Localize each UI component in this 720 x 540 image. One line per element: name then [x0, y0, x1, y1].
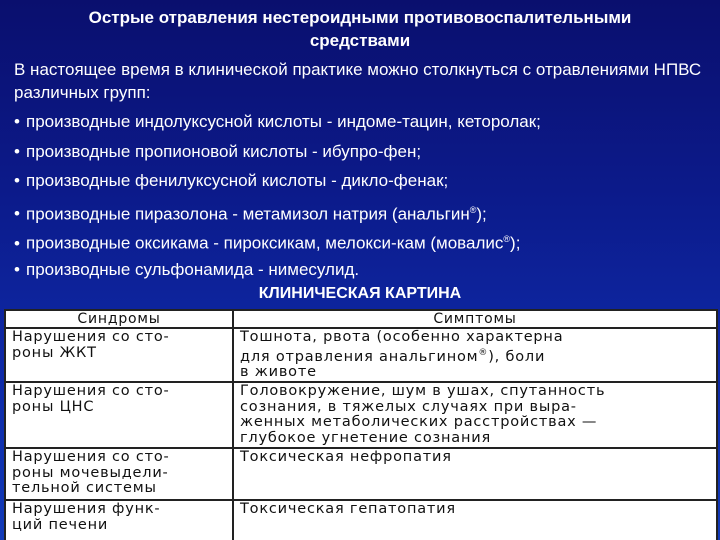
list-item-text: производные оксикама - пироксикам, мелокси-кам (мовалис: [26, 233, 504, 253]
title-line-2: средствами: [309, 31, 411, 50]
cell-line: Нарушения со сто-: [12, 383, 170, 400]
syndrome-cell: [5, 500, 233, 540]
syndrome-cell: [5, 448, 233, 500]
trademark-mark: ®: [478, 347, 489, 358]
bullet-icon: •: [14, 259, 20, 279]
cell-line: Нарушения со сто-: [12, 329, 170, 345]
cell-line: роны ЦНС: [12, 398, 95, 415]
cell-line: Головокружение, шум в ушах, спутанность: [240, 383, 606, 400]
cell-line: ций печени: [12, 516, 109, 533]
cell-line: Токсическая нефропатия: [240, 449, 452, 466]
bullet-icon: •: [14, 233, 20, 253]
list-item-text: производные фенилуксусной кислоты - дикло-фенак;: [26, 171, 449, 190]
syndrome-cell: [5, 328, 233, 382]
symptom-cell: [233, 328, 717, 382]
table-header-row: [5, 310, 717, 328]
trademark-mark: ®: [503, 234, 511, 244]
list-item-text: производные индолуксусной кислоты - индоме-тацин, кеторолак;: [26, 112, 541, 131]
symptom-cell: [233, 448, 717, 500]
bullet-icon: •: [14, 112, 20, 131]
syndrome-cell: [5, 382, 233, 448]
list-item: [14, 169, 714, 199]
cell-text: ), боли: [488, 348, 546, 365]
symptom-cell: [233, 500, 717, 540]
cell-line: тельной системы: [12, 480, 157, 497]
list-item-text: производные пиразолона - метамизол натрия (анальгин: [26, 204, 470, 224]
table-row: [5, 328, 717, 382]
table-row: [5, 500, 717, 540]
column-header-syndromes: Синдромы: [5, 310, 233, 328]
cell-line: роны мочевыдели-: [12, 464, 169, 481]
cell-line: сознания, в тяжелых случаях при выра-: [240, 398, 577, 415]
clinical-picture-table: [4, 309, 718, 540]
cell-line: роны ЖКТ: [12, 344, 97, 361]
list-item: [14, 199, 714, 229]
list-item-suffix: );: [476, 204, 487, 224]
list-item-text: производные пропионовой кислоты - ибупро-фен;: [26, 141, 422, 161]
list-item: [14, 228, 714, 258]
cell-line: Токсическая гепатопатия: [240, 501, 456, 518]
cell-line: Нарушения со сто-: [12, 449, 170, 466]
cell-line: женных метаболических расстройствах —: [240, 414, 598, 431]
list-item-suffix: );: [510, 233, 521, 253]
table-row: [5, 382, 717, 448]
table-row: [5, 448, 717, 500]
cell-line: глубокое угнетение сознания: [240, 429, 491, 446]
drug-group-list: [14, 110, 714, 287]
cell-line: [240, 346, 710, 365]
bullet-icon: •: [14, 141, 20, 161]
symptoms-table: [4, 309, 718, 540]
list-item: [14, 110, 714, 140]
bullet-icon: •: [14, 204, 20, 224]
table-heading: КЛИНИЧЕСКАЯ КАРТИНА: [258, 285, 462, 302]
cell-line: Тошнота, рвота (особенно характерна: [240, 329, 564, 345]
symptom-cell: [233, 382, 717, 448]
slide-title: [0, 6, 720, 52]
list-item-text: производные сульфонамида - нимесулид.: [26, 259, 360, 279]
cell-text: для отравления анальгином: [240, 348, 479, 365]
column-header-symptoms: Симптомы: [233, 310, 717, 328]
cell-line: Нарушения функ-: [12, 501, 161, 518]
bullet-icon: •: [14, 171, 20, 190]
list-item: [14, 140, 714, 170]
trademark-mark: ®: [469, 204, 477, 215]
cell-line: в животе: [240, 363, 317, 380]
intro-paragraph: В настоящее время в клинической практике можно столкнуться с отравлениями НПВС различных групп:: [14, 60, 702, 102]
title-line-1: Острые отравления нестероидными противовоспалительными: [88, 8, 632, 27]
